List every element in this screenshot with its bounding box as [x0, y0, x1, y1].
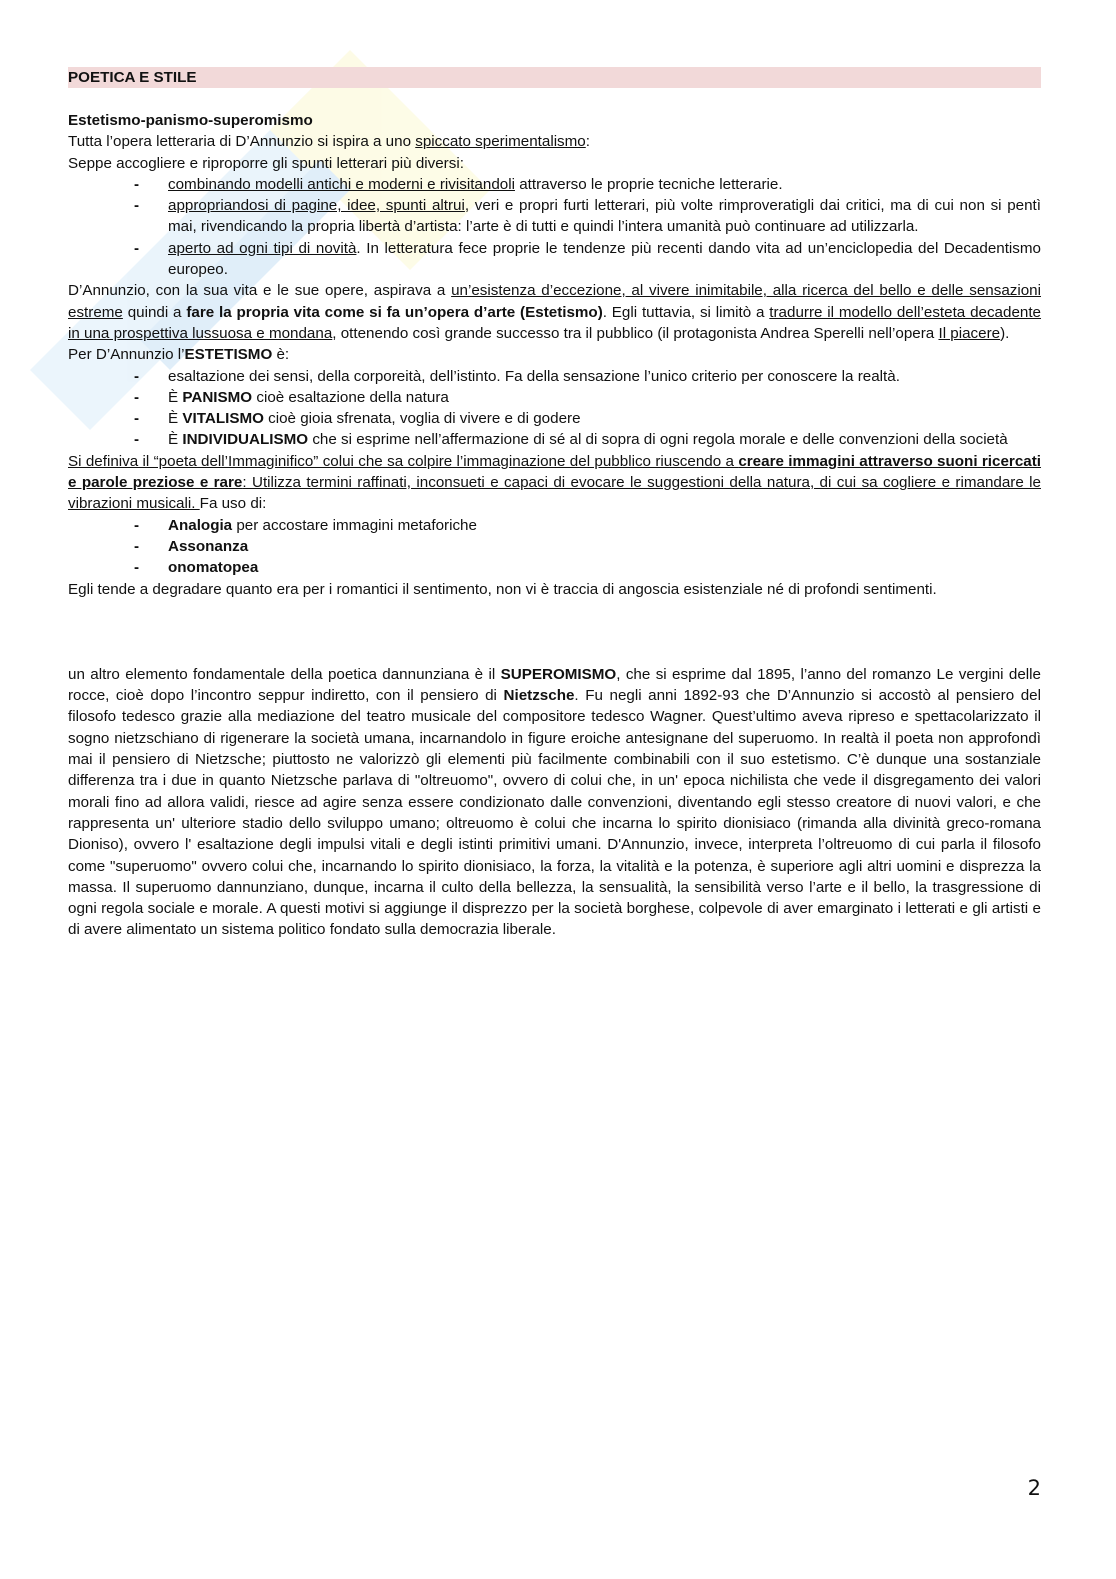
immaginifico-paragraph: Si definiva il “poeta dell’Immaginifico” colui che sa colpire l’immaginazione del pubblico riuscendo a creare immagini attraverso suoni ricercati e parole preziose e rare: Utilizza termini raffinati, inconsueti e capaci di evocare le suggestioni della natura, di cui sa cogliere e rimandare le vibrazioni musicali. Fa uso di:: [68, 452, 1042, 513]
list-figures: [68, 515, 1041, 579]
list-item: - onomatopea: [168, 557, 1041, 578]
intro-paragraph-2: Seppe accogliere e riproporre gli spunti letterari più diversi:: [68, 154, 464, 172]
degrade-paragraph: Egli tende a degradare quanto era per i romantici il sentimento, non vi è traccia di angoscia esistenziale né di profondi sentimenti.: [68, 580, 937, 598]
list-item: - È VITALISMO cioè gioia sfrenata, voglia di vivere e di godere: [168, 408, 1041, 429]
intro-paragraph-1: Tutta l’opera letteraria di D’Annunzio si ispira a uno spiccato sperimentalismo:: [68, 133, 590, 151]
list-item: - È PANISMO cioè esaltazione della natura: [168, 387, 1041, 408]
list-item: - È INDIVIDUALISMO che si esprime nell’affermazione di sé al di sopra di ogni regola morale e delle convenzioni della società: [168, 429, 1041, 450]
estetismo-paragraph: D’Annunzio, con la sua vita e le sue opere, aspirava a un’esistenza d’eccezione, al vivere inimitabile, alla ricerca del bello e delle sensazioni estreme quindi a fare la propria vita come si fa un’opera d’arte (Estetismo). Egli tuttavia, si limitò a tradurre il modello dell’esteta decadente in una prospettiva lussuosa e mondana, ottenendo così grande successo tra il pubblico (il protagonista Andrea Sperelli nell’opera Il piacere).: [68, 282, 1042, 342]
list-item: - appropriandosi di pagine, idee, spunti altrui, veri e propri furti letterari, più volte rimproveratigli dai critici, ma di cui non si pentì mai, rivendicando la propria libertà d’artista: l’arte è di tutti e quindi l’intera umanità può continuare ad utilizzarla.: [168, 195, 1041, 238]
superomismo-paragraph: un altro elemento fondamentale della poetica dannunziana è il SUPEROMISMO, che si esprime dal 1895, l’anno del romanzo Le vergini delle rocce, cioè dopo l’incontro seppur indiretto, con il pensiero di Nietzsche. Fu negli anni 1892-93 che D’Annunzio si accostò al pensiero del filosofo tedesco grazie alla mediazione del teatro musicale del compositore tedesco Wagner. Quest’ultimo aveva ripreso e spettacolarizzato il sogno nietzschiano di rigenerare la società umana, incarnandolo in figure eroiche antesignane del superuomo. In realtà il poeta non approfondì mai il pensiero di Nietzsche; piuttosto ne valorizzò gli elementi più facilmente combinabili con il suo estetismo. C’è dunque una sostanziale differenza tra i due in quanto Nietzsche parlava di "oltreuomo", ovvero di colui che, in un' epoca nichilista che vede il disgregamento dei valori morali fino ad allora validi, riesce ad agire senza essere condizionato dalle convenzioni, diventando egli stesso creatore di nuovi valori, e che rappresenta un' ulteriore stadio dello sviluppo umano; oltreuomo è colui che incarna lo spirito dionisiaco (rimanda alla divinità greco-romana Dioniso), ovvero l' esaltazione degli impulsi vitali e degli istinti primitivi umani. D'Annunzio, invece, interpreta l’oltreuomo di cui parla il filosofo come "superuomo" ovvero colui che, incarnando lo spirito dionisiaco, la forza, la vitalità e la potenza, è superiore agli altri uomini e disprezza la massa. Il superuomo dannunziano, dunque, incarna il culto della bellezza, la sensualità, la sensibilità verso l’arte e il bello, la trasgressione di ogni regola sociale e morale. A questi motivi si aggiunge il disprezzo per la società borghese, colpevole di aver emarginato i letterati e gli artisti e di avere alimentato un sistema politico fondato sulla democrazia liberale.: [68, 665, 1042, 939]
list-estetismo: [68, 366, 1041, 451]
list-item: - aperto ad ogni tipi di novità. In letteratura fece proprie le tendenze più recenti dando vita ad un’enciclopedia del Decadentismo europeo.: [168, 238, 1041, 281]
list-item: - esaltazione dei sensi, della corporeità, dell’istinto. Fa della sensazione l’unico criterio per conoscere la realtà.: [168, 366, 1041, 387]
list-techniques: [68, 174, 1041, 280]
estetismo-intro-line: Per D’Annunzio l’ESTETISMO è:: [68, 346, 290, 364]
list-item: - Analogia per accostare immagini metaforiche: [168, 515, 1041, 536]
list-item: - combinando modelli antichi e moderni e rivisitandoli attraverso le proprie tecniche letterarie.: [168, 174, 1041, 195]
page-number: 2: [1027, 1476, 1041, 1500]
spacer: [68, 600, 1041, 664]
document-body: [68, 67, 1041, 941]
section-title: POETICA E STILE: [68, 67, 1041, 88]
list-item: - Assonanza: [168, 536, 1041, 557]
subtitle: Estetismo-panismo-superomismo: [68, 112, 313, 129]
